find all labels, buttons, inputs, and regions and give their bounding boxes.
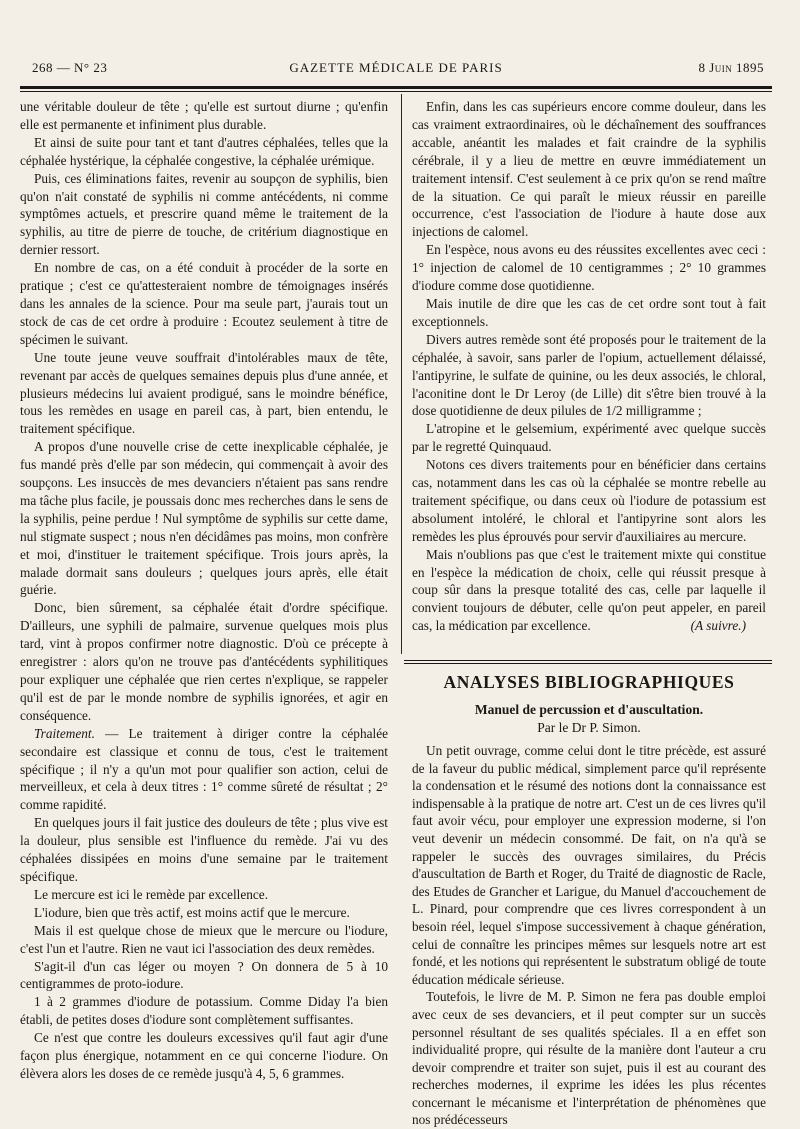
- paragraph: L'atropine et le gelsemium, expérimenté avec quelque succès par le regretté Quinquaud.: [412, 421, 766, 455]
- paragraph: 1 à 2 grammes d'iodure de potassium. Comme Diday l'a bien établi, de petites doses d'iodure sont complètement suffisantes.: [20, 994, 388, 1028]
- paragraph: En nombre de cas, on a été conduit à procéder de la sorte en pratique ; c'est ce qu'attesteraient nombre de témoignages insérés dans les annales de la science. Pour ma seule part, j'aurais tout un stock de cas de cet ordre à produire : Ecoutez seulement à titre de spécimen le suivant.: [20, 260, 388, 347]
- paragraph-traitement: [20, 725, 388, 815]
- a-suivre: (A suivre.): [690, 618, 746, 634]
- traitement-text: — Le traitement à diriger contre la céphalée secondaire est classique et connu de tous, c'est le traitement spécifique ; il n'y a qu'un mot pour qualifier son action, celui de merveilleux, et cela à deux titres : 1° comme sûreté de résultat ; 2° comme rapidité.: [20, 725, 389, 813]
- right-column: [412, 98, 766, 635]
- book-title: Manuel de percussion et d'auscultation.: [474, 702, 704, 717]
- paragraph: Mais n'oublions pas que c'est le traitement mixte qui constitue en l'espèce la médication de choix, celle qui réussit presque à coup sûr dans la presque totalité des cas, celle par laquelle il convient toujours de débuter, celle qu'on peut appeler, en pareil cas, la médication par excellence.: [412, 546, 766, 634]
- journal-title: GAZETTE MÉDICALE DE PARIS: [289, 60, 503, 75]
- paragraph: Donc, bien sûrement, sa céphalée était d'ordre spécifique. D'ailleurs, une syphili de palmaire, survenue quelques mois plus tard, vint à propos confirmer notre diagnostic. D'où ce précepte à enregistrer : alors qu'on ne trouve pas d'antécédents syphilitiques pour expliquer une céphalée que rien certes n'explique, se rappeler qu'il est de par le monde nombre de syphilis ignorées, et agir en conséquence.: [20, 600, 388, 723]
- paragraph: A propos d'une nouvelle crise de cette inexplicable céphalée, je fus mandé près d'elle par son médecin, qui commençait à avoir des soupçons. Les insuccès de mes devanciers n'étaient pas sans rendre ma tâche plus facile, je poussais donc mes recherches dans le sens de la syphilis, peine perdue ! Nul symptôme de syphilis sur cette dame, nul stigmate suspect ; nous n'en décidâmes pas moins, mon confrère et moi, d'instituer le traitement spécifique. Trois jours après, la malade dormait sans douleurs ; quelques jours après, elle était guérie.: [20, 439, 388, 598]
- header-rule-thin: [20, 91, 772, 92]
- paragraph: Mais il est quelque chose de mieux que le mercure ou l'iodure, c'est l'un et l'autre. Rien ne vaut ici l'association des deux remèdes.: [20, 922, 388, 956]
- page-header: [28, 58, 764, 80]
- column-divider: [401, 94, 402, 654]
- paragraph: En l'espèce, nous avons eu des réussites excellentes avec ceci : 1° injection de calomel de 10 centigrammes ; 2° 10 grammes d'iodure comme dose quotidienne.: [412, 242, 766, 294]
- header-rule-thick: [20, 86, 772, 89]
- page-number: 268 — N° 23: [32, 60, 108, 75]
- book-author: Par le Dr P. Simon.: [537, 720, 641, 735]
- review-paragraph: Un petit ouvrage, comme celui dont le titre précède, est assuré de la faveur du public médical, simplement parce qu'il représente la condensation et le résumé des notions dont la connaissance est indispensable à la pratique de notre art. C'est un de ces livres qu'il faut avoir vécu, pour employer une expression moderne, si l'on veut devenir un médecin consommé. De fait, on n'a qu'à se rappeler le succès des ouvrages similaires, du Précis d'auscultation de Barth et Roger, du Traité de diagnostic de Racle, des Etudes de Grancher et Larigue, du Manuel d'accouchement de L. Pinard, pour comprendre que ces livres correspondent à un besoin réel, lequel s'impose successivement à chaque génération, celui de connaître les principes mêmes sur lesquels notre art est fondé, et les notions qui représentent le substratum obligé de toute éducation médicale sérieuse.: [412, 743, 766, 987]
- paragraph: Divers autres remède sont été proposés pour le traitement de la céphalée, à savoir, sans parler de l'opium, actuellement délaissé, l'antipyrine, le sulfate de quinine, ou les deux associés, le chloral, l'aconitine dont le Dr Leroy (de Lille) dit s'être bien trouvé à la dose quotidienne de deux pilules de 1/2 milligramme ;: [412, 331, 766, 419]
- review-paragraph: Toutefois, le livre de M. P. Simon ne fera pas double emploi avec ceux de ses devanciers, et il peut compter sur un succès personnel résultant de ses qualités spéciales. Il a en effet son individualité propre, qui résulte de la manière dont l'auteur a cru devoir comprendre et traiter son sujet, puis il est au courant des recherches modernes, il exprime les idées les plus récentes concernant le mécanisme et l'interprétation de phénomènes que nos prédécesseurs: [412, 989, 766, 1128]
- section-rule-2: [404, 663, 772, 664]
- paragraph: En quelques jours il fait justice des douleurs de tête ; plus vive est la douleur, plus sensible est l'influence du remède. J'ai vu des céphalées dissipées en moins d'une semaine par le traitement spécifique.: [20, 815, 388, 884]
- traitement-label: Traitement.: [34, 725, 95, 741]
- paragraph: Une toute jeune veuve souffrait d'intolérables maux de tête, revenant par accès de quelques semaines depuis plus d'une année, et plusieurs médecins lui avaient prodigué, sans le moindre bénéfice, tous les remèdes en usage en pareil cas, à part, bien entendu, le traitement spécifique.: [20, 349, 388, 437]
- paragraph: Notons ces divers traitements pour en bénéficier dans certains cas, notamment dans les cas où la céphalée se montre rebelle au traitement spécifique, ou dans ceux où l'iodure de potassium est absolument intoléré, le chloral et l'antipyrine sont alors les remèdes les plus éprouvés pour servir d'auxiliaires au mercure.: [412, 457, 766, 544]
- section-rule: [404, 660, 772, 661]
- paragraph: Et ainsi de suite pour tant et tant d'autres céphalées, telles que la céphalée hystérique, la céphalée congestive, la céphalée urémique.: [20, 134, 388, 168]
- paragraph: Enfin, dans les cas supérieurs encore comme douleur, dans les cas vraiment extraordinaires, où le déchaînement des souffrances accable, anéantit les malades et fait craindre de la syphilis cérébrale, il y a lieu de mettre en œuvre immédiatement un traitement intensif. C'est seulement à ce prix qu'on se rend maître de la situation. Ce qui paraît le mieux réussir en pareille occurrence, c'est l'association de l'iodure à haute dose aux injections de calomel.: [412, 99, 766, 240]
- issue-date: 8 Juin 1895: [698, 60, 764, 75]
- paragraph: S'agit-il d'un cas léger ou moyen ? On donnera de 5 à 10 centigrammes de proto-iodure.: [20, 958, 388, 992]
- paragraph: L'iodure, bien que très actif, est moins actif que le mercure.: [34, 904, 350, 920]
- paragraph: une véritable douleur de tête ; qu'elle est surtout diurne ; qu'enfin elle est permanente et infiniment plus durable.: [20, 99, 388, 132]
- paragraph: Ce n'est que contre les douleurs excessives qu'il faut agir d'une façon plus énergique, notamment en ce qui concerne l'iodure. On élèvera alors les doses de ce remède jusqu'à 4, 5, 6 grammes.: [20, 1030, 388, 1081]
- section-heading: ANALYSES BIBLIOGRAPHIQUES: [443, 672, 735, 692]
- review-body: [412, 742, 766, 1129]
- left-column: [20, 98, 388, 1083]
- paragraph: Mais inutile de dire que les cas de cet ordre sont tout à fait exceptionnels.: [412, 295, 766, 329]
- paragraph: Puis, ces éliminations faites, revenir au soupçon de syphilis, bien qu'on n'ait constaté de syphilis ni comme antécédents, ni comme symptômes actuels, et prescrire quand même le traitement de la syphilis, au titre de pierre de touche, de critérium diagnostique en dernier ressort.: [20, 170, 388, 258]
- paragraph: Le mercure est ici le remède par excellence.: [34, 886, 269, 902]
